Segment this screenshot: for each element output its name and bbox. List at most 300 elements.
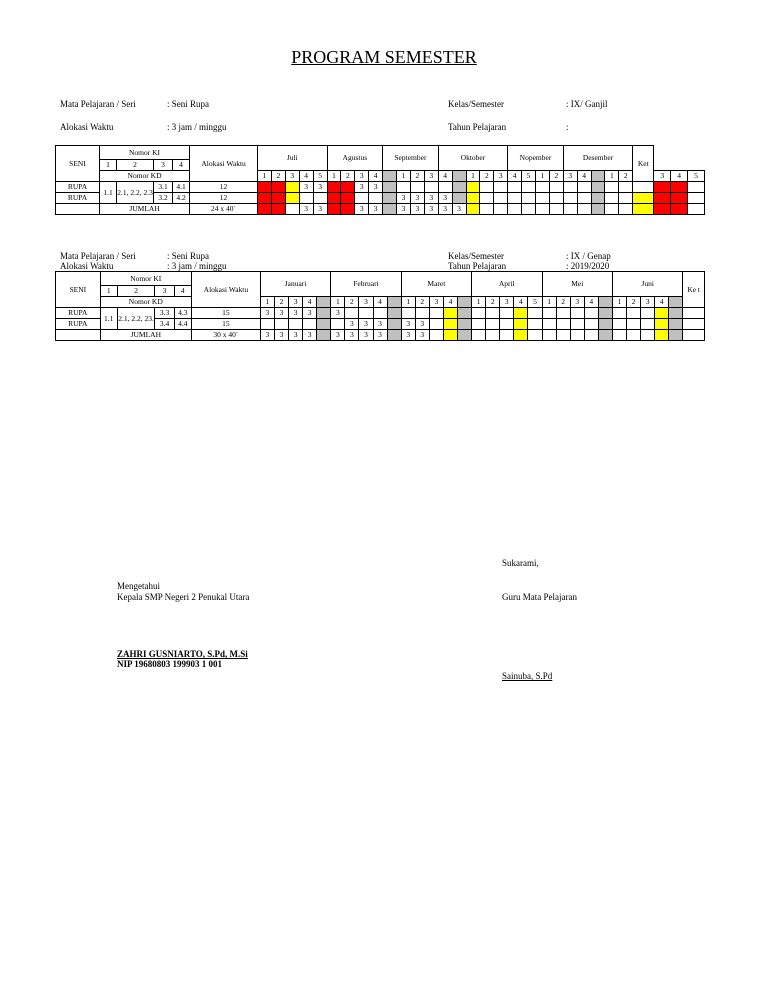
jumlah-week-cell	[528, 330, 542, 341]
week-cell	[317, 308, 331, 319]
week-number: 1	[466, 171, 480, 182]
week-cell: 3	[355, 182, 369, 193]
week-cell	[528, 319, 542, 330]
jumlah-week-cell: 3	[303, 330, 317, 341]
week-number: 4	[584, 297, 598, 308]
kd3-cell: 3.1	[154, 182, 173, 193]
week-cell	[472, 319, 486, 330]
sem1-tahun-label: Tahun Pelajaran	[448, 122, 507, 132]
jumlah-week-cell	[341, 204, 355, 215]
week-cell	[327, 193, 341, 204]
week-cell	[514, 319, 528, 330]
week-cell: 3	[260, 308, 274, 319]
jumlah-week-cell	[641, 330, 655, 341]
week-cell	[570, 308, 584, 319]
ket-header: Ke t	[683, 272, 705, 308]
week-cell	[619, 182, 633, 193]
jumlah-week-cell: 3	[331, 330, 345, 341]
kd2-cell: 2.1, 2.2, 2.3	[117, 182, 154, 204]
kd2-cell: 2.1, 2.2, 23.	[117, 308, 155, 330]
week-cell	[591, 182, 605, 193]
week-cell	[331, 319, 345, 330]
week-number: 1	[472, 297, 486, 308]
week-cell	[258, 182, 272, 193]
month-header: Nopember	[508, 146, 564, 171]
week-cell: 3	[331, 308, 345, 319]
week-number	[452, 171, 466, 182]
jumlah-week-cell	[317, 330, 331, 341]
jumlah-label: JUMLAH	[100, 330, 191, 341]
week-number: 2	[627, 297, 641, 308]
week-cell	[438, 182, 452, 193]
week-number: 2	[415, 297, 429, 308]
alokasi-cell: 15	[191, 319, 260, 330]
page-title: PROGRAM SEMESTER	[291, 47, 477, 67]
week-cell	[522, 182, 536, 193]
kd4-cell: 4.3	[174, 308, 191, 319]
jumlah-week-cell	[671, 204, 688, 215]
month-header: Desember	[563, 146, 632, 171]
sem1-mapel-value: : Seni Rupa	[167, 99, 209, 109]
week-cell: 3	[274, 308, 288, 319]
jumlah-label: JUMLAH	[100, 204, 190, 215]
jumlah-value: 30 x 40`	[191, 330, 260, 341]
week-number: 3	[289, 297, 303, 308]
week-cell	[383, 182, 397, 193]
jumlah-week-cell: 3	[401, 330, 415, 341]
jumlah-week-cell	[570, 330, 584, 341]
week-cell	[535, 193, 549, 204]
jumlah-week-cell: 3	[289, 330, 303, 341]
alokasi-cell: 15	[191, 308, 260, 319]
jumlah-week-cell	[584, 330, 598, 341]
week-cell	[271, 193, 285, 204]
kd4-cell: 4.1	[173, 182, 190, 193]
signature-kepala-name: ZAHRI GUSNIARTO, S.Pd, M.Si	[117, 649, 248, 659]
week-number: 3	[424, 171, 438, 182]
week-number: 2	[556, 297, 570, 308]
week-cell	[397, 182, 411, 193]
week-number: 2	[271, 171, 285, 182]
month-header: Januari	[260, 272, 330, 297]
week-cell	[383, 193, 397, 204]
ki-col-header: 3	[155, 286, 174, 297]
week-cell	[522, 193, 536, 204]
jumlah-week-cell	[591, 204, 605, 215]
week-number: 2	[274, 297, 288, 308]
jumlah-week-cell	[429, 330, 443, 341]
week-number	[387, 297, 401, 308]
week-cell	[260, 319, 274, 330]
week-cell	[584, 319, 598, 330]
week-cell	[556, 308, 570, 319]
nomor-kd-header: Nomor KD	[100, 171, 190, 182]
week-number: 2	[410, 171, 424, 182]
jumlah-week-cell	[549, 204, 563, 215]
week-number	[317, 297, 331, 308]
week-number: 2	[486, 297, 500, 308]
week-cell	[563, 182, 577, 193]
jumlah-week-cell	[285, 204, 299, 215]
jumlah-week-cell	[271, 204, 285, 215]
jumlah-week-cell: 3	[345, 330, 359, 341]
week-cell	[549, 193, 563, 204]
week-number: 5	[528, 297, 542, 308]
kd1-cell: 1.1	[100, 182, 117, 204]
week-cell	[671, 182, 688, 193]
alokasi-header: Alokasi Waktu	[190, 146, 258, 182]
ki-col-header: 4	[174, 286, 191, 297]
week-number: 2	[341, 171, 355, 182]
week-number	[383, 171, 397, 182]
signature-mengetahui: Mengetahui	[117, 581, 160, 591]
jumlah-week-cell	[480, 204, 494, 215]
sem1-kelas-value: : IX/ Ganjil	[566, 99, 608, 109]
week-cell	[549, 182, 563, 193]
week-cell: 3	[299, 182, 313, 193]
week-cell	[458, 308, 472, 319]
week-cell	[556, 319, 570, 330]
week-cell	[274, 319, 288, 330]
jumlah-week-cell: 3	[424, 204, 438, 215]
week-cell	[401, 308, 415, 319]
month-header: Oktober	[438, 146, 507, 171]
kd4-cell: 4.4	[174, 319, 191, 330]
week-cell	[535, 182, 549, 193]
jumlah-week-cell: 3	[299, 204, 313, 215]
week-cell	[466, 193, 480, 204]
week-cell	[285, 182, 299, 193]
week-cell	[355, 193, 369, 204]
jumlah-week-cell	[522, 204, 536, 215]
jumlah-week-cell	[472, 330, 486, 341]
week-cell	[671, 193, 688, 204]
week-number: 3	[355, 171, 369, 182]
week-cell	[641, 308, 655, 319]
jumlah-value: 24 x 40`	[190, 204, 258, 215]
jumlah-week-cell: 3	[452, 204, 466, 215]
week-number: 4	[373, 297, 387, 308]
jumlah-week-cell	[258, 204, 272, 215]
nomor-kd-header: Nomor KD	[100, 297, 191, 308]
week-cell: 3	[345, 319, 359, 330]
week-number: 4	[299, 171, 313, 182]
week-cell	[619, 193, 633, 204]
ket-cell	[688, 182, 705, 193]
ki-col-header: 1	[100, 160, 117, 171]
sem2-mapel-label: Mata Pelajaran / Seri	[60, 251, 136, 261]
week-cell	[327, 182, 341, 193]
jumlah-week-cell	[612, 330, 626, 341]
nomor-ki-header: Nomor KI	[100, 146, 190, 160]
kd1-cell: 1.1	[100, 308, 117, 330]
week-number: 1	[612, 297, 626, 308]
jumlah-week-cell	[514, 330, 528, 341]
week-cell	[633, 182, 654, 193]
sem1-kelas-label: Kelas/Semester	[448, 99, 504, 109]
week-cell	[641, 319, 655, 330]
jumlah-week-cell: 3	[369, 204, 383, 215]
week-cell	[443, 308, 457, 319]
week-cell	[452, 193, 466, 204]
jumlah-week-cell: 3	[313, 204, 327, 215]
week-number: 2	[549, 171, 563, 182]
semester2-table	[55, 271, 705, 341]
month-header: April	[472, 272, 542, 297]
ki-col-header: 1	[100, 286, 117, 297]
week-cell	[486, 308, 500, 319]
signature-guru-title: Guru Mata Pelajaran	[502, 592, 577, 602]
week-number: 3	[285, 171, 299, 182]
week-cell	[466, 182, 480, 193]
week-cell	[627, 308, 641, 319]
week-cell	[612, 308, 626, 319]
week-number: 1	[331, 297, 345, 308]
week-cell	[369, 193, 383, 204]
ki-col-header: 2	[117, 160, 154, 171]
signature-kepala-title: Kepala SMP Negeri 2 Penukal Utara	[117, 592, 250, 602]
week-cell	[472, 308, 486, 319]
week-cell: 3	[438, 193, 452, 204]
week-number	[591, 171, 605, 182]
week-number	[598, 297, 612, 308]
week-cell	[429, 319, 443, 330]
jumlah-week-cell	[627, 330, 641, 341]
seni-cell: RUPA	[56, 182, 100, 193]
week-cell	[359, 308, 373, 319]
jumlah-week-cell: 3	[410, 204, 424, 215]
week-cell	[341, 193, 355, 204]
week-cell	[387, 308, 401, 319]
week-number: 1	[260, 297, 274, 308]
week-cell	[341, 182, 355, 193]
week-cell	[669, 308, 683, 319]
week-cell	[655, 319, 669, 330]
week-number: 4	[671, 171, 688, 182]
kd4-cell: 4.2	[173, 193, 190, 204]
week-cell: 3	[313, 182, 327, 193]
week-cell	[605, 182, 619, 193]
jumlah-week-cell	[494, 204, 508, 215]
week-number: 1	[542, 297, 556, 308]
week-number: 4	[303, 297, 317, 308]
week-cell: 3	[359, 319, 373, 330]
seni-header: SENI	[56, 146, 100, 182]
month-header: Februari	[331, 272, 401, 297]
week-number	[458, 297, 472, 308]
week-number	[669, 297, 683, 308]
jumlah-week-cell	[633, 204, 654, 215]
week-number: 3	[359, 297, 373, 308]
week-cell	[669, 319, 683, 330]
week-cell	[542, 319, 556, 330]
week-cell	[627, 319, 641, 330]
ket-header: Ket	[633, 146, 654, 182]
week-cell	[508, 182, 522, 193]
week-cell	[542, 308, 556, 319]
month-header: September	[383, 146, 439, 171]
jumlah-week-cell	[466, 204, 480, 215]
ket-cell	[688, 193, 705, 204]
week-number: 5	[522, 171, 536, 182]
jumlah-week-cell	[458, 330, 472, 341]
week-number: 2	[619, 171, 633, 182]
week-number: 4	[577, 171, 591, 182]
jumlah-week-cell	[486, 330, 500, 341]
week-cell	[508, 193, 522, 204]
week-cell: 3	[369, 182, 383, 193]
ki-col-header: 2	[117, 286, 155, 297]
sem2-alokasi-value: : 3 jam / minggu	[167, 261, 227, 271]
week-number: 1	[605, 171, 619, 182]
kd3-cell: 3.3	[155, 308, 174, 319]
week-cell	[415, 308, 429, 319]
week-cell: 3	[401, 319, 415, 330]
week-number: 2	[345, 297, 359, 308]
alokasi-cell: 12	[190, 193, 258, 204]
week-cell	[612, 319, 626, 330]
jumlah-blank	[56, 330, 101, 341]
week-cell	[303, 319, 317, 330]
week-cell	[598, 319, 612, 330]
sem2-alokasi-label: Alokasi Waktu	[60, 261, 114, 271]
alokasi-header: Alokasi Waktu	[191, 272, 260, 308]
week-number: 4	[438, 171, 452, 182]
jumlah-week-cell	[383, 204, 397, 215]
week-cell	[598, 308, 612, 319]
jumlah-week-cell: 3	[438, 204, 452, 215]
week-cell	[584, 308, 598, 319]
kd3-cell: 3.4	[155, 319, 174, 330]
ki-col-header: 4	[173, 160, 190, 171]
jumlah-week-cell: 3	[274, 330, 288, 341]
jumlah-week-cell	[654, 204, 671, 215]
signature-guru-name: Sainuba, S.Pd	[502, 671, 553, 681]
week-cell	[313, 193, 327, 204]
week-cell	[514, 308, 528, 319]
month-header: Mei	[542, 272, 612, 297]
week-cell	[591, 193, 605, 204]
week-number: 3	[570, 297, 584, 308]
week-cell	[605, 193, 619, 204]
jumlah-week-cell	[500, 330, 514, 341]
week-number: 3	[641, 297, 655, 308]
month-header: Agustus	[327, 146, 383, 171]
week-cell	[424, 182, 438, 193]
sem2-kelas-value: : IX / Genap	[566, 251, 611, 261]
week-cell: 3	[410, 193, 424, 204]
seni-cell: RUPA	[56, 308, 101, 319]
week-number: 5	[688, 171, 705, 182]
nomor-ki-header: Nomor KI	[100, 272, 191, 286]
jumlah-week-cell	[619, 204, 633, 215]
jumlah-week-cell: 3	[415, 330, 429, 341]
week-number: 4	[369, 171, 383, 182]
week-cell	[410, 182, 424, 193]
sem2-kelas-label: Kelas/Semester	[448, 251, 504, 261]
ket-cell	[683, 308, 705, 319]
jumlah-week-cell: 3	[373, 330, 387, 341]
sem2-mapel-value: : Seni Rupa	[167, 251, 209, 261]
week-number: 4	[655, 297, 669, 308]
week-cell: 3	[303, 308, 317, 319]
ki-col-header: 3	[154, 160, 173, 171]
seni-cell: RUPA	[56, 319, 101, 330]
seni-cell: RUPA	[56, 193, 100, 204]
week-cell: 3	[397, 193, 411, 204]
week-cell	[577, 182, 591, 193]
seni-header: SENI	[56, 272, 101, 308]
week-cell	[317, 319, 331, 330]
week-cell: 3	[289, 308, 303, 319]
sem1-mapel-label: Mata Pelajaran / Seri	[60, 99, 136, 109]
week-number: 1	[397, 171, 411, 182]
sem1-alokasi-label: Alokasi Waktu	[60, 122, 114, 132]
sem2-tahun-value: : 2019/2020	[566, 261, 610, 271]
jumlah-week-cell	[605, 204, 619, 215]
week-number: 1	[535, 171, 549, 182]
week-cell	[654, 182, 671, 193]
week-cell	[500, 308, 514, 319]
jumlah-week-cell	[598, 330, 612, 341]
ket-cell	[688, 204, 705, 215]
week-cell	[289, 319, 303, 330]
week-cell: 3	[415, 319, 429, 330]
jumlah-week-cell	[508, 204, 522, 215]
sem1-alokasi-value: : 3 jam / minggu	[167, 122, 227, 132]
week-number: 3	[654, 171, 671, 182]
month-header: Maret	[401, 272, 471, 297]
week-cell	[387, 319, 401, 330]
week-cell	[494, 193, 508, 204]
month-header: Juni	[612, 272, 682, 297]
jumlah-week-cell: 3	[260, 330, 274, 341]
jumlah-week-cell: 3	[397, 204, 411, 215]
week-cell	[271, 182, 285, 193]
signature-place: Sukarami,	[502, 558, 539, 568]
week-number: 4	[443, 297, 457, 308]
week-number: 4	[514, 297, 528, 308]
week-cell	[299, 193, 313, 204]
jumlah-week-cell	[387, 330, 401, 341]
kd3-cell: 3.2	[154, 193, 173, 204]
week-number: 3	[494, 171, 508, 182]
week-cell	[494, 182, 508, 193]
semester1-table	[55, 145, 705, 215]
week-cell	[480, 193, 494, 204]
jumlah-week-cell	[556, 330, 570, 341]
week-number: 3	[500, 297, 514, 308]
week-cell	[655, 308, 669, 319]
alokasi-cell: 12	[190, 182, 258, 193]
jumlah-week-cell	[655, 330, 669, 341]
week-cell: 3	[373, 319, 387, 330]
week-cell	[345, 308, 359, 319]
week-cell	[577, 193, 591, 204]
jumlah-week-cell	[327, 204, 341, 215]
signature-kepala-nip: NIP 19680803 199903 1 001	[117, 659, 223, 669]
jumlah-blank	[56, 204, 100, 215]
week-cell	[285, 193, 299, 204]
week-cell	[486, 319, 500, 330]
week-cell	[452, 182, 466, 193]
sem1-tahun-value: :	[566, 122, 569, 132]
week-cell	[500, 319, 514, 330]
week-number: 3	[429, 297, 443, 308]
week-cell	[429, 308, 443, 319]
jumlah-week-cell	[563, 204, 577, 215]
week-number: 2	[480, 171, 494, 182]
